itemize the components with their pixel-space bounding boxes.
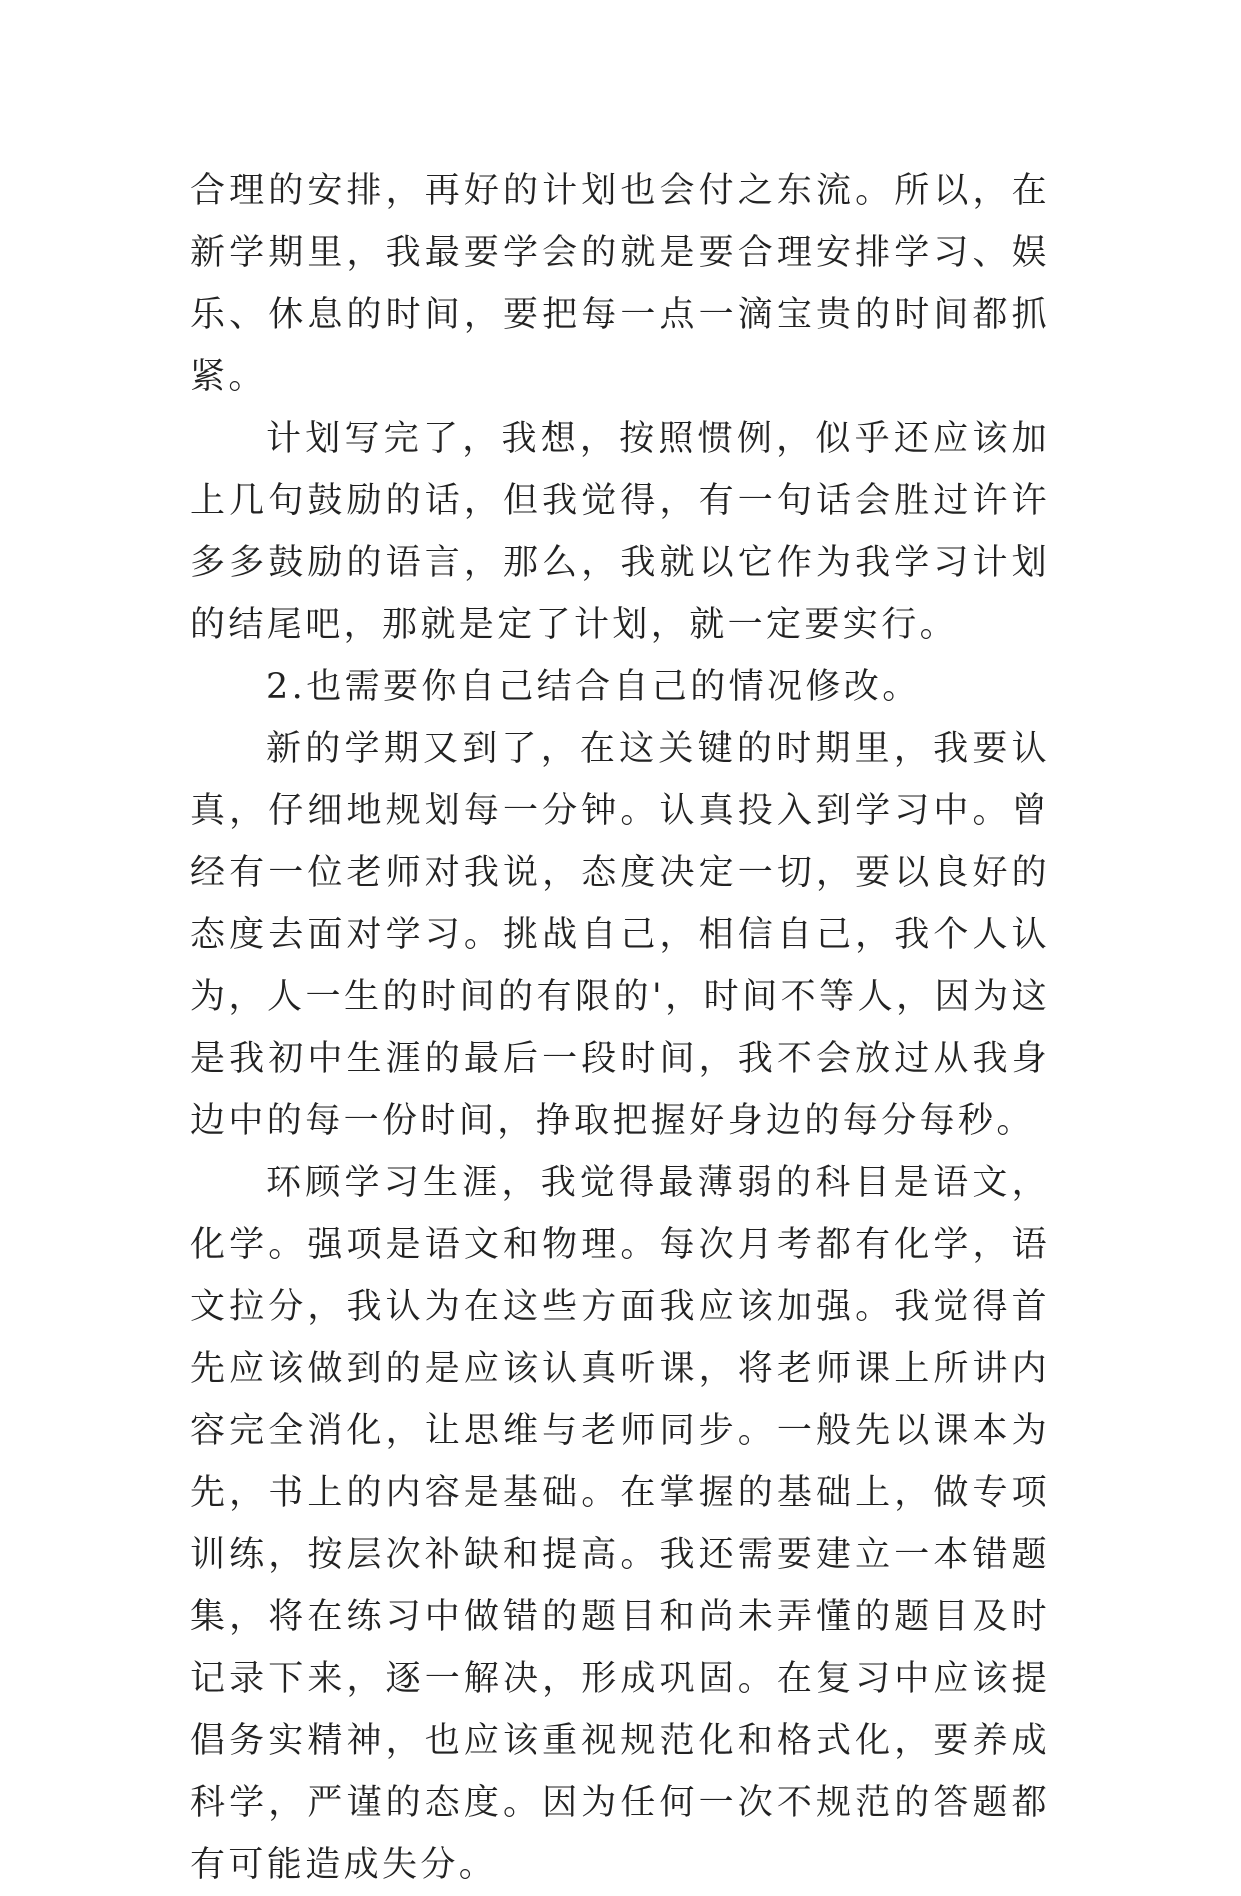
paragraph-2: 计划写完了，我想，按照惯例，似乎还应该加上几句鼓励的话，但我觉得，有一句话会胜过许许多多鼓励的语言，那么，我就以它作为我学习计划的结尾吧，那就是定了计划，就一定要实行。 <box>190 419 1050 645</box>
paragraph-5: 环顾学习生涯，我觉得最薄弱的科目是语文，化学。强项是语文和物理。每次月考都有化学，语文拉分，我认为在这些方面我应该加强。我觉得首先应该做到的是应该认真听课，将老师课上所讲内容完全消化，让思维与老师同步。一般先以课本为先，书上的内容是基础。在掌握的基础上，做专项训练，按层次补缺和提高。我还需要建立一本错题集，将在练习中做错的题目和尚未弄懂的题目及时记录下来，逐一解决，形成巩固。在复习中应该提倡务实精神，也应该重视规范化和格式化，要养成科学，严谨的态度。因为任何一次不规范的答题都有可能造成失分。 <box>190 1163 1050 1885</box>
body-text <box>190 160 1050 1896</box>
paragraph-4: 新的学期又到了，在这关键的时期里，我要认真，仔细地规划每一分钟。认真投入到学习中。曾经有一位老师对我说，态度决定一切，要以良好的态度去面对学习。挑战自己，相信自己，我个人认为，人一生的时间的有限的'，时间不等人，因为这是我初中生涯的最后一段时间，我不会放过从我身边中的每一份时间，挣取把握好身边的每分每秒。 <box>190 729 1050 1141</box>
paragraph-1: 合理的安排，再好的计划也会付之东流。所以，在新学期里，我最要学会的就是要合理安排学习、娱乐、休息的时间，要把每一点一滴宝贵的时间都抓紧。 <box>190 171 1050 397</box>
paragraph-3: 2.也需要你自己结合自己的情况修改。 <box>266 667 921 707</box>
